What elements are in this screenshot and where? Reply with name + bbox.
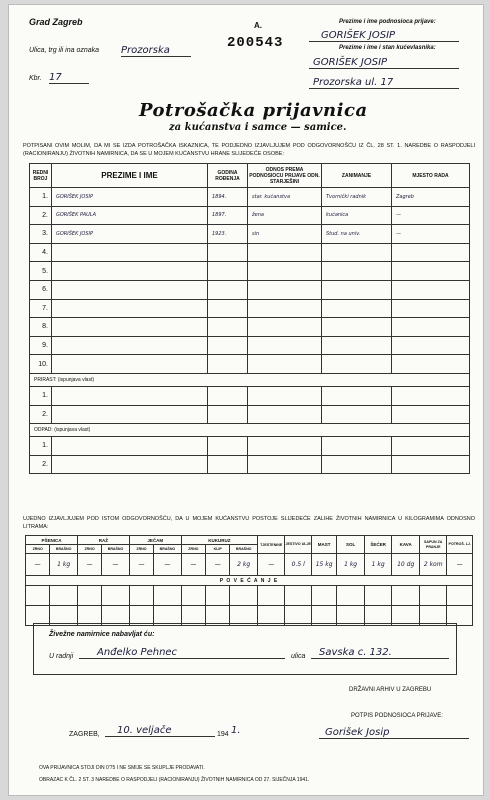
- row-workplace: [392, 299, 470, 318]
- empty-cell: [129, 586, 153, 606]
- row-occupation: [322, 299, 392, 318]
- householder-value: GORIŠEK JOSIP: [309, 57, 459, 69]
- row-name: [52, 299, 208, 318]
- table-row: [30, 386, 470, 405]
- row-workplace: [392, 262, 470, 281]
- street-value: Prozorska: [121, 45, 191, 57]
- supply-street-label: ulica: [291, 653, 306, 660]
- stock-value: 10 dg: [392, 554, 420, 576]
- archive-stamp: DRŽAVNI ARHIV U ZAGREBU: [349, 687, 432, 693]
- stock-value: 2 kg: [230, 554, 258, 576]
- empty-cell: [52, 386, 208, 405]
- stock-value: —: [447, 554, 473, 576]
- row-relation: [248, 262, 322, 281]
- row-name: [52, 355, 208, 374]
- supply-label: Živežne namirnice nabavljat ću:: [49, 631, 155, 638]
- row-workplace: Zagreb: [392, 188, 470, 207]
- row-relation: [248, 243, 322, 262]
- row-number: 6.: [30, 280, 52, 299]
- row-occupation: [322, 262, 392, 281]
- shop-label: U radnji: [49, 653, 74, 660]
- empty-cell: [208, 386, 248, 405]
- serial-number: 200543: [227, 35, 284, 51]
- stock-value: —: [102, 554, 130, 576]
- stock-sub-header: ZRNO: [181, 545, 205, 554]
- row-name: [52, 280, 208, 299]
- odpad-label: ODPAD: (ispunjava vlast): [30, 424, 470, 437]
- city-label: Grad Zagreb: [29, 17, 83, 27]
- row-relation: sin: [248, 225, 322, 244]
- row-workplace: —: [392, 225, 470, 244]
- table-row: [30, 188, 470, 207]
- row-relation: žena: [248, 206, 322, 225]
- row-occupation: Stud. na univ.: [322, 225, 392, 244]
- row-relation: star. kućanstva: [248, 188, 322, 207]
- regulation-note: OBRAZAC K ČL. 2 ST. 3 NAREDBE O RASPODJELI (RACIONIRANJU) ŽIVOTNIH NAMIRNICA OD 27. SIJEČNJA 1941.: [39, 777, 310, 783]
- col-header: REDNI BROJ: [30, 164, 52, 188]
- empty-cell: [154, 586, 182, 606]
- row-birth-year: [208, 318, 248, 337]
- stock-sub-header: BRAŠNO: [230, 545, 258, 554]
- stock-value: —: [257, 554, 285, 576]
- row-number: 3.: [30, 225, 52, 244]
- table-row: [30, 437, 470, 456]
- row-number: 7.: [30, 299, 52, 318]
- row-birth-year: 1897.: [208, 206, 248, 225]
- row-number: 8.: [30, 318, 52, 337]
- row-name: [52, 262, 208, 281]
- row-birth-year: [208, 299, 248, 318]
- householder-address: Prozorska ul. 17: [309, 77, 459, 89]
- table-row: [30, 405, 470, 424]
- empty-cell: [285, 586, 311, 606]
- footer-year-prefix: 194: [217, 731, 229, 738]
- stock-intro-paragraph: UJEDNO IZJAVLJUJEM POD ISTOM ODGOVORNOŠĆU, DA U MOJEM KUĆANSTVU POSTOJE SLIJEDEĆE ZALIHE ŽIVOTNIH NAMIRNICA U KILOGRAMIMA ODNOSNO LITRAMA:: [23, 516, 475, 530]
- row-occupation: [322, 318, 392, 337]
- row-birth-year: [208, 355, 248, 374]
- stock-group-header: SAPUN ZA PRANJE: [419, 536, 447, 554]
- empty-cell: [208, 437, 248, 456]
- stock-value: 15 kg: [311, 554, 336, 576]
- empty-cell: [77, 586, 101, 606]
- shop-value: Anđelko Pehnec: [79, 647, 285, 659]
- row-birth-year: [208, 243, 248, 262]
- row-number: 5.: [30, 262, 52, 281]
- table-row: [30, 455, 470, 474]
- table-row: [30, 243, 470, 262]
- form-letter: A.: [254, 21, 262, 30]
- row-birth-year: [208, 280, 248, 299]
- stock-group-header: RAŽ: [77, 536, 129, 545]
- row-name: [52, 336, 208, 355]
- row-number: 10.: [30, 355, 52, 374]
- row-birth-year: [208, 262, 248, 281]
- row-relation: [248, 336, 322, 355]
- row-relation: [248, 318, 322, 337]
- row-number: 2.: [30, 405, 52, 424]
- row-occupation: [322, 336, 392, 355]
- stock-value: 1 kg: [364, 554, 392, 576]
- row-relation: [248, 355, 322, 374]
- col-header: ZANIMANJE: [322, 164, 392, 188]
- empty-cell: [181, 586, 205, 606]
- empty-cell: [311, 586, 336, 606]
- row-occupation: [322, 355, 392, 374]
- applicant-value: GORIŠEK JOSIP: [309, 30, 459, 42]
- street-label: Ulica, trg ili ina oznaka: [29, 47, 100, 54]
- row-number: 4.: [30, 243, 52, 262]
- stock-value: —: [129, 554, 153, 576]
- row-workplace: [392, 243, 470, 262]
- empty-cell: [206, 586, 230, 606]
- stock-group-header: JESTIVO ULJE: [285, 536, 311, 554]
- stock-value: 0.5 l: [285, 554, 311, 576]
- persons-table-header: [30, 164, 470, 188]
- row-birth-year: 1894.: [208, 188, 248, 207]
- stock-sub-header: ZRNO: [129, 545, 153, 554]
- empty-cell: [322, 405, 392, 424]
- stock-group-header: TJESTENINE: [257, 536, 285, 554]
- signature-label: POTPIS PODNOSIOCA PRIJAVE:: [351, 713, 443, 719]
- row-occupation: [322, 243, 392, 262]
- price-note: OVA PRIJAVNICA STOJI DIN 0'75 I NE SMIJE SE SKUPLJE PRODAVATI.: [39, 765, 205, 771]
- row-workplace: [392, 280, 470, 299]
- stock-group-header: ŠEĆER: [364, 536, 392, 554]
- row-number: 2.: [30, 206, 52, 225]
- row-name: [52, 243, 208, 262]
- empty-cell: [322, 386, 392, 405]
- povecanje-label: P O V E Ć A N J E: [26, 576, 473, 586]
- empty-cell: [52, 405, 208, 424]
- table-row: [30, 336, 470, 355]
- row-workplace: [392, 336, 470, 355]
- table-row: [30, 355, 470, 374]
- footer-year-suffix: 1.: [231, 725, 241, 736]
- empty-cell: [248, 455, 322, 474]
- row-birth-year: 1923.: [208, 225, 248, 244]
- row-name: GORIŠEK PAULA: [52, 206, 208, 225]
- col-header: ODNOS PREMA PODNOSIOCU PRIJAVE ODN. STARJEŠINI: [248, 164, 322, 188]
- row-name: GORIŠEK JOSIP: [52, 225, 208, 244]
- stock-sub-header: ZRNO: [77, 545, 101, 554]
- empty-cell: [257, 586, 285, 606]
- persons-table: [29, 163, 470, 474]
- stock-sub-header: KLIP: [206, 545, 230, 554]
- empty-cell: [52, 437, 208, 456]
- empty-cell: [392, 386, 470, 405]
- stock-table: [25, 535, 473, 626]
- signature-value: Gorišek Josip: [319, 727, 469, 739]
- row-birth-year: [208, 336, 248, 355]
- empty-cell: [102, 586, 130, 606]
- stock-value: —: [206, 554, 230, 576]
- empty-cell: [364, 586, 392, 606]
- stock-value: —: [26, 554, 50, 576]
- empty-cell: [337, 586, 365, 606]
- supply-street-value: Savska c. 132.: [311, 647, 449, 659]
- empty-cell: [447, 586, 473, 606]
- empty-cell: [322, 455, 392, 474]
- table-row: [30, 299, 470, 318]
- empty-cell: [208, 455, 248, 474]
- householder-label: Prezime i ime i stan kućevlasnika:: [339, 45, 436, 51]
- empty-cell: [52, 455, 208, 474]
- empty-cell: [322, 437, 392, 456]
- table-row: [30, 225, 470, 244]
- footer-date: 10. veljače: [105, 725, 215, 737]
- empty-cell: [392, 405, 470, 424]
- stock-group-header: PŠENICA: [26, 536, 78, 545]
- empty-cell: [248, 437, 322, 456]
- empty-cell: [230, 586, 258, 606]
- empty-cell: [50, 586, 78, 606]
- stock-sub-header: ZRNO: [26, 545, 50, 554]
- stock-group-header: SOL: [337, 536, 365, 554]
- stock-sub-header: BRAŠNO: [50, 545, 78, 554]
- table-row: [30, 206, 470, 225]
- row-number: 1.: [30, 188, 52, 207]
- row-workplace: [392, 355, 470, 374]
- stock-value: —: [77, 554, 101, 576]
- row-number: 9.: [30, 336, 52, 355]
- empty-cell: [392, 586, 420, 606]
- row-relation: [248, 280, 322, 299]
- col-header: MJESTO RADA: [392, 164, 470, 188]
- footer-place: ZAGREB,: [69, 731, 100, 738]
- form-subtitle: za kućanstva i samce — samice.: [169, 122, 347, 133]
- empty-cell: [392, 437, 470, 456]
- row-workplace: [392, 318, 470, 337]
- table-row: [30, 262, 470, 281]
- stock-group-header: KAVA: [392, 536, 420, 554]
- col-header: GODINA ROĐENJA: [208, 164, 248, 188]
- empty-cell: [26, 586, 50, 606]
- row-occupation: kućanica: [322, 206, 392, 225]
- table-row: [30, 318, 470, 337]
- form-title: Potrošačka prijavnica: [139, 100, 368, 121]
- row-occupation: Tvornički radnik: [322, 188, 392, 207]
- stock-group-header: KUKURUZ: [181, 536, 257, 545]
- empty-cell: [419, 586, 447, 606]
- row-name: GORIŠEK JOSIP: [52, 188, 208, 207]
- row-occupation: [322, 280, 392, 299]
- empty-cell: [392, 455, 470, 474]
- house-number-value: 17: [49, 72, 89, 84]
- empty-cell: [248, 386, 322, 405]
- col-header: PREZIME I IME: [52, 164, 208, 188]
- house-number-label: Kbr.: [29, 75, 42, 82]
- stock-value: —: [181, 554, 205, 576]
- empty-cell: [208, 405, 248, 424]
- stock-value: 2 kom: [419, 554, 447, 576]
- stock-group-header: JEČAM: [129, 536, 181, 545]
- stock-value: 1 kg: [337, 554, 365, 576]
- stock-sub-header: BRAŠNO: [102, 545, 130, 554]
- stock-value: —: [154, 554, 182, 576]
- stock-group-header: MAST: [311, 536, 336, 554]
- prirast-label: PRIRAST: (ispunjava vlast): [30, 373, 470, 386]
- table-row: [30, 280, 470, 299]
- row-number: 2.: [30, 455, 52, 474]
- row-number: 1.: [30, 386, 52, 405]
- row-workplace: —: [392, 206, 470, 225]
- intro-paragraph: POTPISANI OVIM MOLIM, DA MI SE IZDA POTROŠAČKA ISKAZNICA, TE PODJEDNO IZJAVLJUJEM POD ODGOVORNOŠĆU IZ ČL. 28 ST. 1. NAREDBE O RASPODJELI (RACIONIRANJU) ŽIVOTNIH NAMIRNICA, DA SE U MOJEM KUĆANSTVU HRANE SLIJEDEĆE OSOBE:: [23, 143, 475, 157]
- row-name: [52, 318, 208, 337]
- applicant-label: Prezime i ime podnosioca prijave:: [339, 19, 436, 25]
- row-number: 1.: [30, 437, 52, 456]
- stock-sub-header: BRAŠNO: [154, 545, 182, 554]
- registration-form: [8, 4, 484, 796]
- stock-group-header: POTROŠ. LJ.: [447, 536, 473, 554]
- empty-cell: [248, 405, 322, 424]
- stock-value: 1 kg: [50, 554, 78, 576]
- row-relation: [248, 299, 322, 318]
